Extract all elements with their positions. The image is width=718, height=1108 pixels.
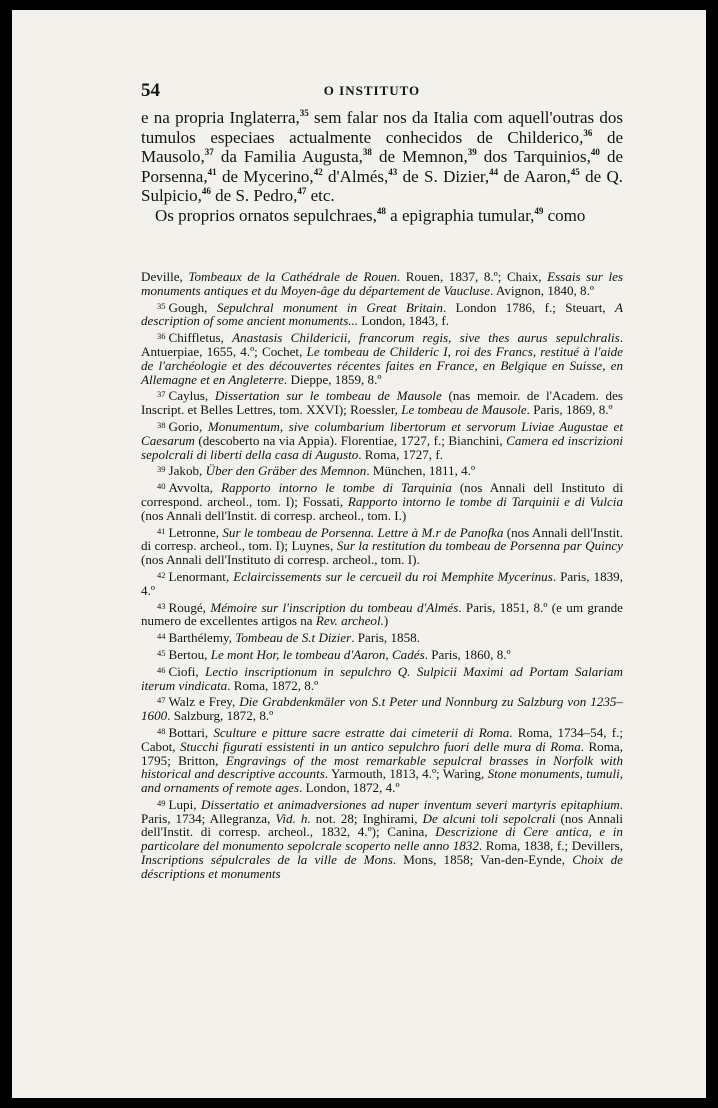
footnote-47: $^{47}$ Walz e Frey, Die Grabdenkmäler von S.t Peter und Nonnburg zu Salzburg von 1235–1600. Salzburg, 1872, 8.º — [141, 694, 623, 724]
footnote-ref: 44 — [489, 166, 499, 177]
footnote-ref: 42 — [313, 166, 323, 177]
footnote-ref: 47 — [297, 186, 307, 196]
footnote-48: $^{48}$ Bottari, Sculture e pitture sacre estratte dai cimeterii di Roma. Roma, 1734–54, f.; Cabot, Stucchi figurati essistenti in un antico sepulchro fuori delle mura di Roma. Roma, 1795; Britton, Engravings of the most remarkable sepulcral brasses in Norfolk with historical and descriptive accounts. Yarmouth, 1813, 4.º; Waring, Stone monuments, tumuli, and ornaments of remote ages. London, 1872, 4.º — [141, 724, 623, 796]
footnote-ref: 43 — [388, 166, 398, 177]
footnote-36: $^{36}$ Chiffletus, Anastasis Childericii, francorum regis, sive thes aurus sepulchralis. Antuerpiae, 1655, 4.º; Cochet, Le tombeau de Childeric I, roi des Francs, restitué à l'aide de l'archéologie et des découvertes récentes faites en France, en Belgique en Suisse, en Allemagne et en Angleterre. Dieppe, 1859, 8.º — [141, 330, 623, 387]
body-paragraph: e na propria Inglaterra,$^{35}$ sem falar nos da Italia com aquell'outras dos tumulos especiaes actualmente conhecidos de Childerico,$^{36}$ de Mausolo,$^{37}$ da Familia Augusta,$^{38}$ de Memnon,$^{39}$ dos Tarquinios,$^{40}$ de Porsenna,$^{41}$ de Mycerino,$^{42}$ d'Almés,$^{43}$ de S. Dizier,$^{44}$ de Aaron,$^{45}$ de Q. Sulpicio,$^{46}$ de S. Pedro,$^{47}$ etc. — [141, 108, 624, 205]
footnote-ref: 37 — [204, 147, 214, 157]
footnote-49: $^{49}$ Lupi, Dissertatio et animadversiones ad nuper inventum severi martyris epitaphium. Paris, 1734; Allegranza, Vid. h. not. 28; Inghirami, De alcuni toli sepolcrali (nos Annali dell'Instit. di corresp. archeol., 1832, 4.º); Canina, Descrizione di Cere antica, e in particolare del monumento sepolcrale scoperto nelle anno 1832. Roma, 1838, f.; Devillers, Inscriptions sépulcrales de la ville de Mons. Mons, 1858; Van-den-Eynde, Choix de déscriptions et monuments — [141, 796, 624, 881]
footnote-ref: 39 — [467, 147, 477, 157]
footnote-continued: Deville, Tombeaux de la Cathédrale de Rouen. Rouen, 1837, 8.º; Chaix, Essais sur les monuments antiques et du Moyen-âge du département de Vaucluse. Avignon, 1840, 8.º — [141, 269, 623, 298]
footnote-ref: 45 — [570, 166, 580, 177]
footnotes — [141, 270, 623, 883]
running-title: O INSTITUTO — [323, 83, 421, 98]
footnote-ref: 46 — [201, 186, 211, 196]
footnote-42: $^{42}$ Lenormant, Eclaircissements sur le cercueil du roi Memphite Mycerinus. Paris, 1839, 4.º — [141, 568, 623, 598]
footnote-45: $^{45}$ Bertou, Le mont Hor, le tombeau d'Aaron, Cadés. Paris, 1860, 8.º — [157, 646, 511, 662]
footnote-ref: 35 — [299, 108, 309, 118]
footnote-46: $^{46}$ Ciofi, Lectio inscriptionum in sepulchro Q. Sulpicii Maximi ad Portam Salariam iterum vindicata. Roma, 1872, 8.º — [141, 663, 623, 693]
footnote-38: $^{38}$ Gorio, Monumentum, sive columbarium libertorum et servorum Liviae Augustae et Caesarum (descoberto na via Appia). Florentiae, 1727, f.; Bianchini, Camera ed inscrizioni sepolcrali di liberti della casa di Augusto. Roma, 1727, f. — [141, 418, 623, 462]
footnote-ref: 49 — [534, 205, 544, 216]
footnote-ref: 40 — [590, 147, 600, 157]
footnote-37: $^{37}$ Caylus, Dissertation sur le tombeau de Mausole (nas memoir. de l'Academ. des Inscript. et Belles Lettres, tom. XXVI); Roessler, Le tombeau de Mausole. Paris, 1869, 8.º — [141, 388, 623, 418]
footnote-39: $^{39}$ Jakob, Über den Gräber des Memnon. München, 1811, 4.º — [157, 463, 476, 479]
footnote-40: $^{40}$ Avvolta, Rapporto intorno le tombe di Tarquinia (nos Annali dell Instituto di correspond. archeol., tom. I); Fossati, Rapporto intorno le tombe di Tarquinii e di Vulcia (nos Annali dell'Instit. di corresp. archeol., tom. I.) — [141, 480, 623, 523]
page-header — [12, 80, 706, 104]
main-text — [141, 108, 623, 225]
footnote-ref: 38 — [362, 147, 372, 157]
footnote-44: $^{44}$ Barthélemy, Tombeau de S.t Dizier. Paris, 1858. — [157, 630, 420, 646]
book-page — [12, 10, 706, 1098]
body-paragraph: Os proprios ornatos sepulchraes,$^{48}$ a epigraphia tumular,$^{49}$ como — [155, 205, 586, 225]
page-number: 54 — [141, 80, 160, 101]
footnote-ref: 36 — [583, 127, 593, 138]
footnote-ref: 41 — [207, 166, 217, 177]
footnote-ref: 48 — [376, 205, 386, 216]
footnote-35: $^{35}$ Gough, Sepulchral monument in Great Britain. London 1786, f.; Steuart, A description of some ancient monuments... London, 1843, f. — [141, 299, 623, 329]
footnote-41: $^{41}$ Letronne, Sur le tombeau de Porsenna. Lettre à M.r de Panofka (nos Annali dell'Instit. di corresp. archeol., tom. I); Luynes, Sur la restitution du tombeau de Porsenna par Quincy (nos Annali dell'Instituto di corresp. archeol., tom. I). — [141, 524, 624, 568]
footnote-43: $^{43}$ Rougé, Mémoire sur l'inscription du tombeau d'Almés. Paris, 1851, 8.º (e um grande numero de excellentes artigos na Rev. archeol.) — [141, 599, 623, 629]
